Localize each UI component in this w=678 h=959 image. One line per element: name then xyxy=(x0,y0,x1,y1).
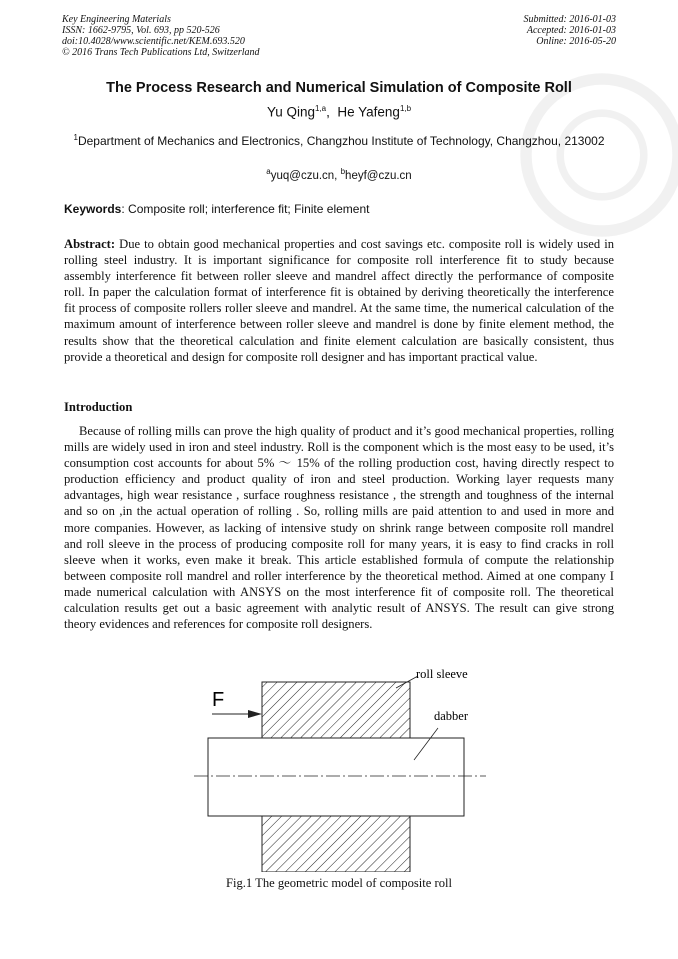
copyright-line: © 2016 Trans Tech Publications Ltd, Switzerland xyxy=(62,47,260,58)
author-emails xyxy=(0,167,678,182)
accepted-date: Accepted: 2016-01-03 xyxy=(526,25,616,36)
keywords xyxy=(64,202,369,216)
author-name: Yu Qing xyxy=(266,104,315,120)
author-superscript: 1,a xyxy=(314,104,327,113)
affiliation-text: Department of Mechanics and Electronics, Changzhou Institute of Technology, Changzhou, 213002 xyxy=(77,134,605,148)
dabber-shaft xyxy=(208,738,464,816)
online-date: Online: 2016-05-20 xyxy=(536,36,616,47)
force-label: F xyxy=(212,689,225,711)
roll-sleeve-lower xyxy=(262,816,410,872)
sleeve-label: roll sleeve xyxy=(416,667,468,681)
affiliation xyxy=(70,130,608,149)
journal-name: Key Engineering Materials xyxy=(62,14,171,25)
affiliation-superscript: 1 xyxy=(73,133,78,142)
abstract xyxy=(64,236,614,365)
author-name: He Yafeng xyxy=(337,104,400,120)
email-superscript: b xyxy=(340,167,346,176)
arrow-head xyxy=(248,710,262,718)
issn-line: ISSN: 1662-9795, Vol. 693, pp 520-526 xyxy=(62,25,220,36)
author-line: Yu Qing$^{1,a}$, He Yafeng$^{1,b}$ xyxy=(266,104,412,120)
abstract-label: Abstract: xyxy=(64,237,116,251)
keywords-text: : Composite roll; interference fit; Finite element xyxy=(121,202,370,216)
submitted-date: Submitted: 2016-01-03 xyxy=(523,14,616,25)
journal-metadata xyxy=(62,14,260,58)
composite-roll-figure xyxy=(190,660,500,872)
doi-link[interactable]: doi:10.4028/www.scientific.net/KEM.693.520 xyxy=(62,36,245,47)
introduction-paragraph: Because of rolling mills can prove the high quality of product and it’s good mechanical properties, rolling mills are widely used in iron and steel industry. Roll is the component which is the most easy to be used, it’s consumption cost accounts for about 5% ～ 15% of the rolling production cost, having directly respect to production efficiency and product quality of iron and steel production. Working layer requests many advantages, high wear resistance , surface roughness resistance , the strength and toughness of the internal and so on ,in the actual operation of rolling . So, rolling mills are paid attention to and used in more and more companies. However, as lacking of intensive study on shrink range between composite roll mandrel and roll sleeve in the process of producing composite roll for many years, it is easy to find cracks in roll sleeve when it works, even make it break. This article established formula of compute the relationship between composite roll mandrel and roller interference by the theoretical method. Aimed at one company I made numerical calculation with ANSYS on the most interference fit of composite roll. The theoretical calculation results get out a basic agreement with analytic result of ANSYS. The result can give strong theory evidences and references for composite roll designers. xyxy=(64,424,614,632)
author-superscript: 1,b xyxy=(399,104,412,113)
email-link[interactable]: yuq@czu.cn, xyxy=(270,169,338,182)
paper-title: The Process Research and Numerical Simulation of Composite Roll xyxy=(106,80,572,96)
abstract-text: Due to obtain good mechanical properties and cost savings etc. composite roll is widely used in rolling steel industry. It is important significance for composite roll interference fit to study because assembly interference fit between roller sleeve and mandrel affect directly the performance of composite roll. In paper the calculation format of interference fit is obtained by deriving theoretically the interference fit process of composite rollers roller sleeve and mandrel. At the same time, the numerical calculation of the maximum amount of interference between roller sleeve and mandrel is done by finite element method, the results show that the theoretical calculation and finite element calculation are basically consistent, thus provide a theoretical and design for composite roll designer and has important practical value. xyxy=(64,237,614,364)
figure-caption: Fig.1 The geometric model of composite roll xyxy=(225,876,453,890)
keywords-label: Keywords xyxy=(64,202,122,216)
dabber-label: dabber xyxy=(434,709,469,723)
email-superscript: a xyxy=(266,167,271,176)
email-link[interactable]: heyf@czu.cn xyxy=(345,169,412,182)
publication-dates xyxy=(524,14,617,47)
roll-sleeve-upper xyxy=(262,682,410,738)
section-heading: Introduction xyxy=(64,400,133,414)
